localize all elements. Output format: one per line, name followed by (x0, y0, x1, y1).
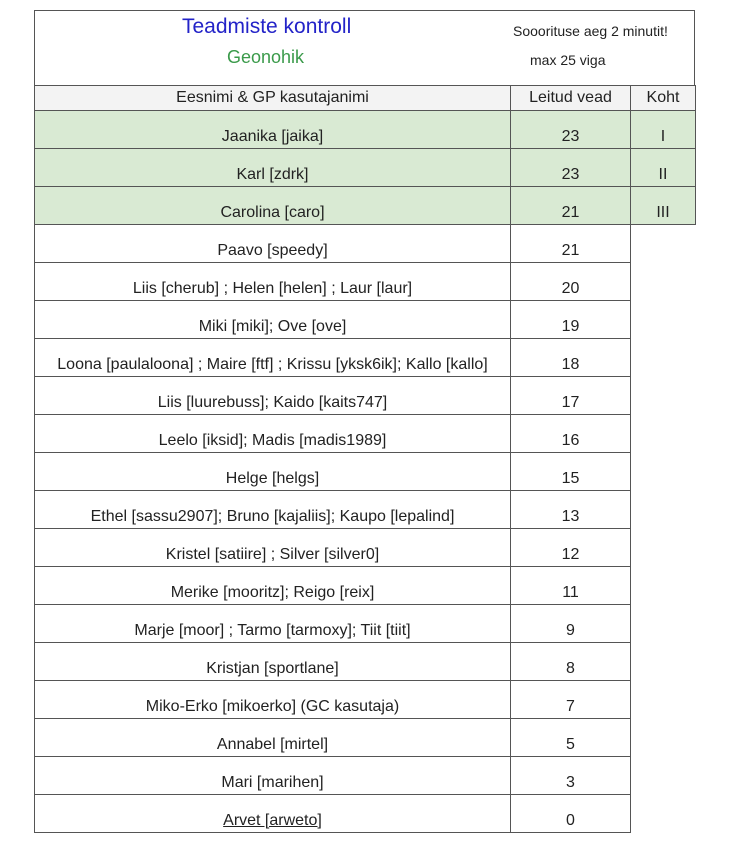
participant-names: Marje [moor] ; Tarmo [tarmoxy]; Tiit [tiit] (35, 605, 511, 643)
participant-names: Liis [luurebuss]; Kaido [kaits747] (35, 377, 511, 415)
participant-names: Loona [paulaloona] ; Maire [ftf] ; Krissu [yksk6ik]; Kallo [kallo] (35, 339, 511, 377)
participant-names: Arvet [arweto] (35, 795, 511, 833)
table-row (35, 301, 696, 339)
place-empty (631, 719, 696, 757)
participant-names: Karl [zdrk] (35, 149, 511, 187)
page-title: Teadmiste kontroll (182, 15, 352, 38)
errors-found: 21 (511, 187, 631, 225)
participant-names: Paavo [speedy] (35, 225, 511, 263)
time-note: Sooorituse aeg 2 minutit! (513, 23, 668, 39)
results-table (34, 85, 696, 833)
table-row (35, 605, 696, 643)
max-errors-note: max 25 viga (530, 52, 606, 68)
table-row (35, 795, 696, 833)
errors-found: 13 (511, 491, 631, 529)
table-row (35, 225, 696, 263)
table-row (35, 643, 696, 681)
results-sheet (34, 10, 695, 833)
place-empty (631, 377, 696, 415)
table-row (35, 339, 696, 377)
table-row (35, 263, 696, 301)
table-row (35, 757, 696, 795)
participant-names: Carolina [caro] (35, 187, 511, 225)
errors-found: 0 (511, 795, 631, 833)
place-empty (631, 491, 696, 529)
place-empty (631, 757, 696, 795)
errors-found: 17 (511, 377, 631, 415)
participant-names: Kristjan [sportlane] (35, 643, 511, 681)
place-empty (631, 795, 696, 833)
table-row (35, 187, 696, 225)
place-empty (631, 567, 696, 605)
errors-found: 18 (511, 339, 631, 377)
column-header-name: Eesnimi & GP kasutajanimi (35, 86, 511, 111)
table-row (35, 681, 696, 719)
column-header-errors: Leitud vead (511, 86, 631, 111)
errors-found: 16 (511, 415, 631, 453)
participant-names: Ethel [sassu2907]; Bruno [kajaliis]; Kaupo [lepalind] (35, 491, 511, 529)
place-empty (631, 339, 696, 377)
table-row (35, 415, 696, 453)
place-empty (631, 643, 696, 681)
table-row (35, 719, 696, 757)
table-row (35, 567, 696, 605)
errors-found: 9 (511, 605, 631, 643)
table-row (35, 491, 696, 529)
participant-names: Liis [cherub] ; Helen [helen] ; Laur [laur] (35, 263, 511, 301)
place-empty (631, 225, 696, 263)
participant-names: Kristel [satiire] ; Silver [silver0] (35, 529, 511, 567)
participant-names: Miko-Erko [mikoerko] (GC kasutaja) (35, 681, 511, 719)
errors-found: 21 (511, 225, 631, 263)
page-subtitle: Geonohik (227, 47, 305, 67)
errors-found: 3 (511, 757, 631, 795)
errors-found: 23 (511, 149, 631, 187)
place-rank: III (631, 187, 696, 225)
participant-names: Merike [mooritz]; Reigo [reix] (35, 567, 511, 605)
table-row (35, 111, 696, 149)
errors-found: 5 (511, 719, 631, 757)
place-rank: I (631, 111, 696, 149)
errors-found: 11 (511, 567, 631, 605)
column-header-place: Koht (631, 86, 696, 111)
errors-found: 12 (511, 529, 631, 567)
errors-found: 15 (511, 453, 631, 491)
place-empty (631, 301, 696, 339)
table-header-row (35, 86, 696, 111)
place-empty (631, 453, 696, 491)
participant-names: Leelo [iksid]; Madis [madis1989] (35, 415, 511, 453)
participant-names: Jaanika [jaika] (35, 111, 511, 149)
table-row (35, 377, 696, 415)
place-empty (631, 681, 696, 719)
place-empty (631, 263, 696, 301)
sheet-header (34, 10, 695, 85)
errors-found: 23 (511, 111, 631, 149)
errors-found: 8 (511, 643, 631, 681)
errors-found: 7 (511, 681, 631, 719)
place-empty (631, 415, 696, 453)
place-empty (631, 529, 696, 567)
table-row (35, 453, 696, 491)
participant-names: Helge [helgs] (35, 453, 511, 491)
place-rank: II (631, 149, 696, 187)
participant-names: Mari [marihen] (35, 757, 511, 795)
place-empty (631, 605, 696, 643)
errors-found: 20 (511, 263, 631, 301)
table-row (35, 149, 696, 187)
participant-names: Miki [miki]; Ove [ove] (35, 301, 511, 339)
participant-names: Annabel [mirtel] (35, 719, 511, 757)
errors-found: 19 (511, 301, 631, 339)
table-row (35, 529, 696, 567)
